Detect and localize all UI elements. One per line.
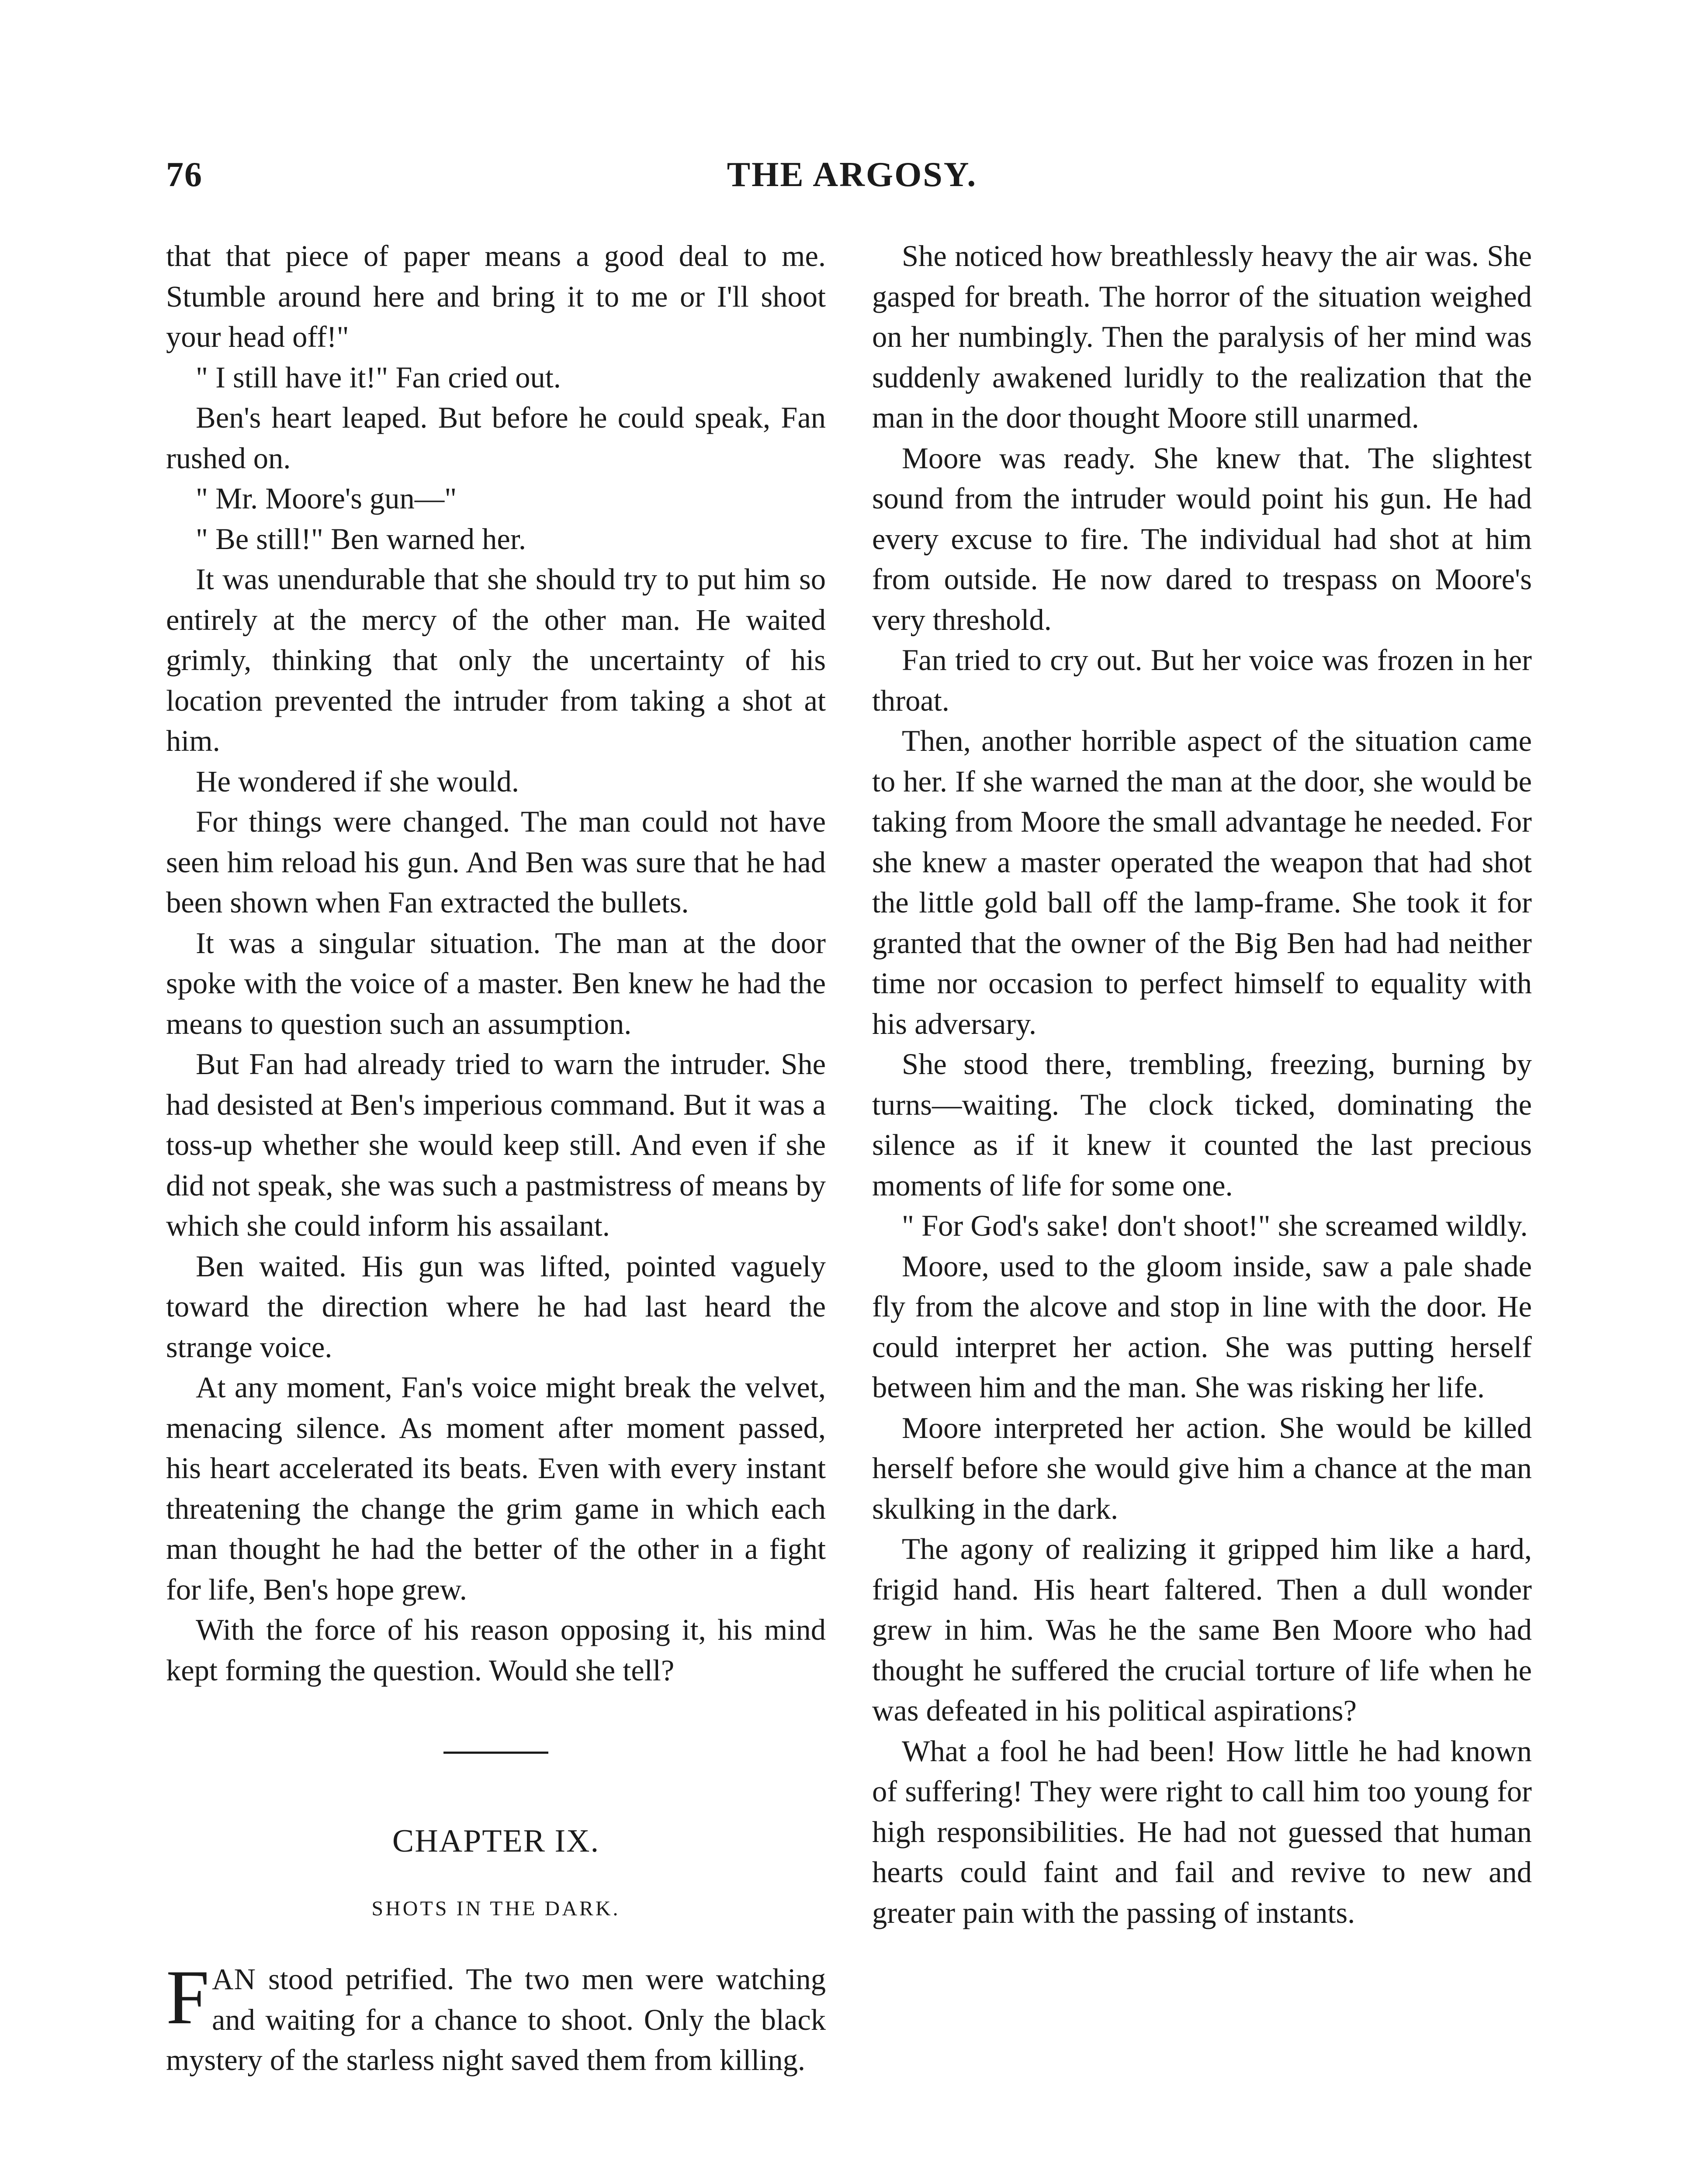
paragraph: He wondered if she would.	[196, 764, 519, 798]
paragraph: Then, another horrible aspect of the situation came to her. If she warned the man at the door, she would be taking from Moore the small advantage he needed. For she knew a master operated the weapon that had shot the little gold ball off the lamp-frame. She took it for granted that the owner of the Big Ben had had neither time nor occasion to perfect himself to equality with his adversary.	[872, 724, 1532, 1040]
chapter-subtitle: SHOTS IN THE DARK.	[371, 1897, 620, 1920]
paragraph: Fan tried to cry out. But her voice was frozen in her throat.	[872, 643, 1532, 717]
paragraph: It was a singular situation. The man at the door spoke with the voice of a master. Ben knew he had the means to question such an assumption.	[166, 926, 826, 1040]
paragraph: She stood there, trembling, freezing, burning by turns—waiting. The clock ticked, dominating the silence as if it knew it counted the last precious moments of life for some one.	[872, 1047, 1532, 1202]
left-column	[166, 236, 826, 2080]
paragraph: Moore interpreted her action. She would be killed herself before she would give him a chance at the man skulking in the dark.	[872, 1411, 1532, 1525]
paragraph: At any moment, Fan's voice might break the velvet, menacing silence. As moment after moment passed, his heart accelerated its beats. Even with every instant threatening the change the grim game in which each man thought he had the better of the other in a fight for life, Ben's hope grew.	[166, 1371, 826, 1606]
paragraph: What a fool he had been! How little he had known of suffering! They were right to call him too young for high responsibilities. He had not guessed that human hearts could faint and fail and revive to new and greater pain with the passing of instants.	[872, 1734, 1532, 1929]
section-divider	[443, 1752, 548, 1754]
chapter-opening-paragraph	[166, 1954, 826, 2080]
paragraph: Ben's heart leaped. But before he could speak, Fan rushed on.	[166, 401, 826, 475]
chapter-title: CHAPTER IX.	[392, 1823, 600, 1859]
page-header	[166, 155, 1538, 203]
paragraph: She noticed how breathlessly heavy the air was. She gasped for breath. The horror of the situation weighed on her numbingly. Then the paralysis of her mind was suddenly awakened luridly to the realization that the man in the door thought Moore still unarmed.	[872, 239, 1532, 434]
drop-cap: F	[166, 1954, 209, 2040]
paragraph: " Mr. Moore's gun—"	[196, 482, 457, 515]
opening-small-caps: AN	[212, 1963, 256, 1996]
running-title: THE ARGOSY.	[727, 156, 977, 194]
paragraph: For things were changed. The man could not have seen him reload his gun. And Ben was sure that he had been shown when Fan extracted the bullets.	[166, 805, 826, 919]
paragraph: Moore was ready. She knew that. The slightest sound from the intruder would point his gun. He had every excuse to fire. The individual had shot at him from outside. He now dared to trespass on Moore's very threshold.	[872, 441, 1532, 636]
paragraph: But Fan had already tried to warn the intruder. She had desisted at Ben's imperious command. But it was a toss-up whether she would keep still. And even if she did not speak, she was such a pastmistress of means by which she could inform his assailant.	[166, 1047, 826, 1242]
paragraph: It was unendurable that she should try to put him so entirely at the mercy of the other man. He waited grimly, thinking that only the uncertainty of his location prevented the intruder from taking a shot at him.	[166, 563, 826, 757]
paragraph: " I still have it!" Fan cried out.	[196, 360, 561, 394]
paragraph: that that piece of paper means a good deal to me. Stumble around here and bring it to me or I'll shoot your head off!"	[166, 239, 826, 353]
paragraph: " For God's sake! don't shoot!" she screamed wildly.	[902, 1209, 1528, 1242]
opening-text: stood petrified. The two men were watching and waiting for a chance to shoot. Only the black mystery of the starless night saved them from killing.	[166, 1963, 826, 2077]
right-column	[872, 236, 1532, 1933]
paragraph: Moore, used to the gloom inside, saw a pale shade fly from the alcove and stop in line with the door. He could interpret her action. She was putting herself between him and the man. She was risking her life.	[872, 1249, 1532, 1404]
paragraph: With the force of his reason opposing it, his mind kept forming the question. Would she tell?	[166, 1613, 826, 1687]
paragraph: Ben waited. His gun was lifted, pointed vaguely toward the direction where he had last heard the strange voice.	[166, 1249, 826, 1364]
paragraph: " Be still!" Ben warned her.	[196, 522, 526, 556]
page-number: 76	[166, 156, 203, 194]
paragraph: The agony of realizing it gripped him like a hard, frigid hand. His heart faltered. Then a dull wonder grew in him. Was he the same Ben Moore who had thought he suffered the crucial torture of life when he was defeated in his political aspirations?	[872, 1532, 1532, 1727]
